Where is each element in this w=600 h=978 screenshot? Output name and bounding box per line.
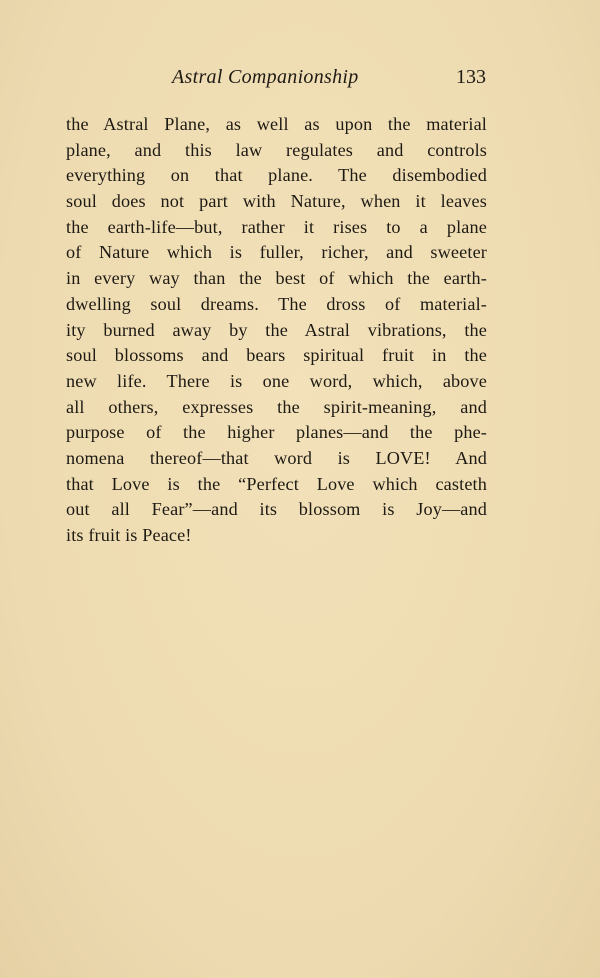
- text-line: the Astral Plane, as well as upon the material: [66, 114, 487, 134]
- text-line: dwelling soul dreams. The dross of material-: [66, 293, 487, 314]
- text-line: purpose of the higher planes—and the phe-: [66, 422, 487, 443]
- text-line: in every way than the best of which the earth-: [66, 268, 487, 289]
- text-line: all others, expresses the spirit-meaning, and: [66, 396, 487, 417]
- text-line: of Nature which is fuller, richer, and sweeter: [66, 242, 487, 263]
- text-line: everything on that plane. The disembodied: [66, 165, 487, 186]
- body-text: [66, 112, 487, 549]
- text-line: the earth-life—but, rather it rises to a plane: [66, 216, 487, 237]
- running-head-title: Astral Companionship: [172, 66, 359, 88]
- running-head: [66, 66, 486, 94]
- text-line: that Love is the “Perfect Love which casteth: [66, 473, 487, 494]
- text-line: plane, and this law regulates and controls: [66, 139, 487, 160]
- text-line: soul blossoms and bears spiritual fruit in the: [66, 345, 487, 366]
- text-line-last: its fruit is Peace!: [66, 525, 192, 545]
- text-line: nomena thereof—that word is LOVE! And: [66, 447, 487, 468]
- page-number: 133: [456, 66, 486, 88]
- text-line: ity burned away by the Astral vibrations, the: [66, 319, 487, 340]
- text-line: new life. There is one word, which, above: [66, 370, 487, 391]
- text-line: soul does not part with Nature, when it leaves: [66, 191, 487, 212]
- text-line: out all Fear”—and its blossom is Joy—and: [66, 499, 487, 520]
